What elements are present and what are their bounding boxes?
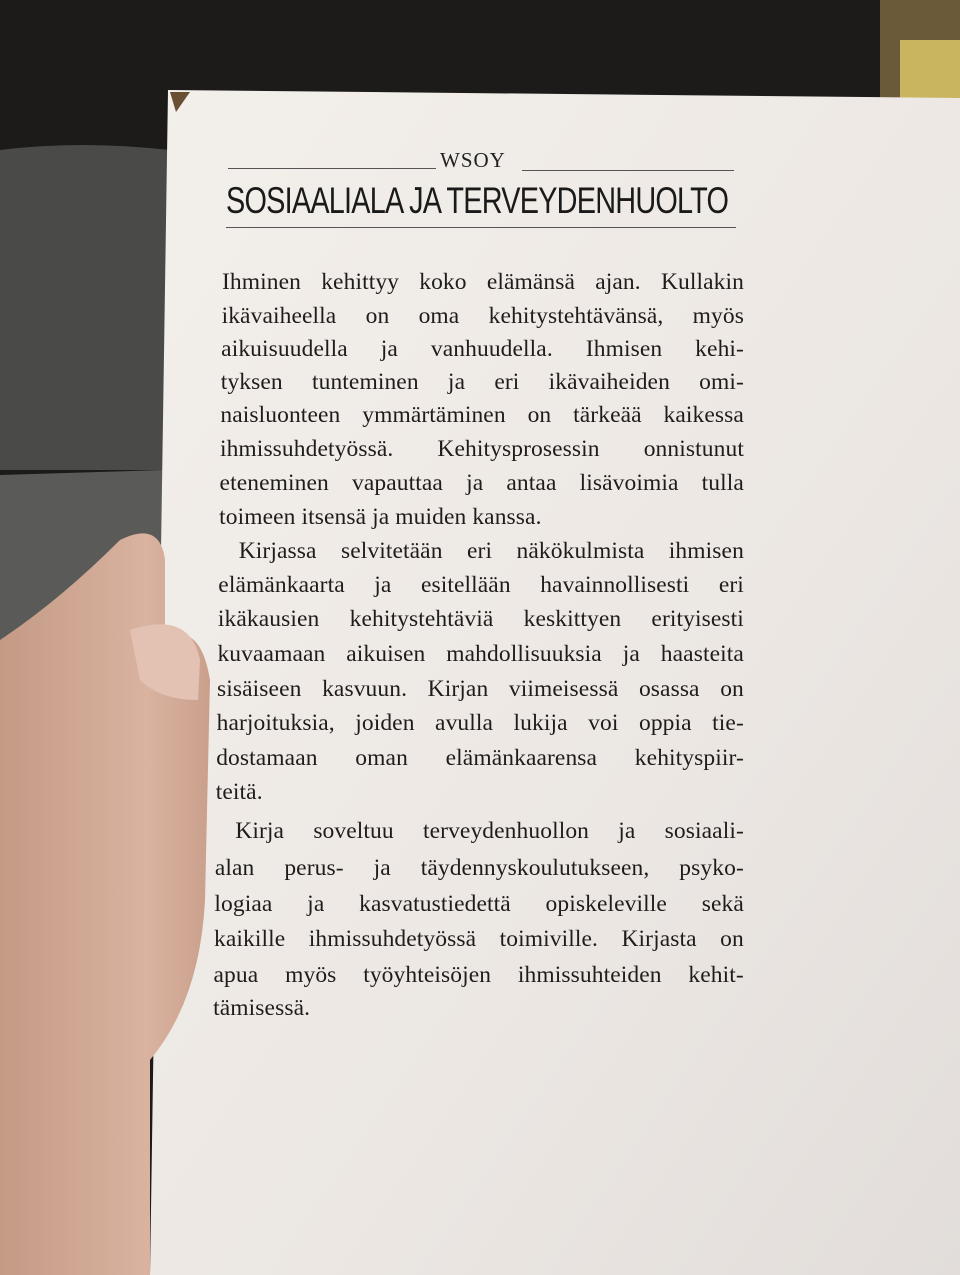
text-line: sisäiseen kasvuun. Kirjan viimeisessä osassa on: [217, 676, 744, 702]
text-line: logiaa ja kasvatustiedettä opiskeleville sekä: [214, 891, 744, 917]
text-line: naisluonteen ymmärtäminen on tärkeää kaikessa: [220, 402, 744, 428]
series-title: SOSIAALIALA JA TERVEYDENHUOLTO: [226, 180, 729, 221]
text-line: Kirja soveltuu terveydenhuollon ja sosiaali-: [235, 818, 744, 844]
text-line: ikävaiheella on oma kehitystehtävänsä, myös: [221, 303, 744, 329]
header-rule-left: [228, 168, 436, 169]
text-line: apua myös työyhteisöjen ihmissuhteiden kehit-: [213, 962, 744, 988]
text-line: aikuisuudella ja vanhuudella. Ihmisen kehi-: [221, 336, 744, 362]
text-line: elämänkaarta ja esitellään havainnollisesti eri: [218, 572, 744, 598]
text-line: alan perus- ja täydennyskoulutukseen, psyko-: [214, 855, 744, 881]
text-line: harjoituksia, joiden avulla lukija voi oppia tie-: [216, 710, 744, 736]
text-line: eteneminen vapauttaa ja antaa lisävoimia tulla: [219, 470, 744, 496]
text-line: Kirjassa selvitetään eri näkökulmista ihmisen: [238, 538, 744, 564]
text-line: kuvaamaan aikuisen mahdollisuuksia ja haasteita: [217, 641, 744, 667]
text-line: ihmissuhdetyössä. Kehitysprosessin onnistunut: [219, 436, 744, 462]
text-line: ikäkausien kehitystehtäviä keskittyen erityisesti: [217, 606, 744, 632]
text-line: tämisessä.: [213, 995, 311, 1021]
text-line: toimeen itsensä ja muiden kanssa.: [219, 504, 542, 530]
publisher-name: WSOY: [440, 148, 506, 172]
header-rule-bottom: [226, 227, 736, 228]
text-line: teitä.: [215, 779, 263, 805]
text-line: kaikille ihmissuhdetyössä toimiville. Kirjasta on: [213, 926, 744, 952]
header-rule-right: [522, 170, 734, 171]
couch-cushion: [0, 145, 170, 470]
text-line: Ihminen kehittyy koko elämänsä ajan. Kullakin: [222, 269, 744, 295]
text-line: tyksen tunteminen ja eri ikävaiheiden omi-: [220, 369, 744, 395]
text-line: dostamaan oman elämänkaarensa kehityspiir-: [216, 745, 744, 771]
